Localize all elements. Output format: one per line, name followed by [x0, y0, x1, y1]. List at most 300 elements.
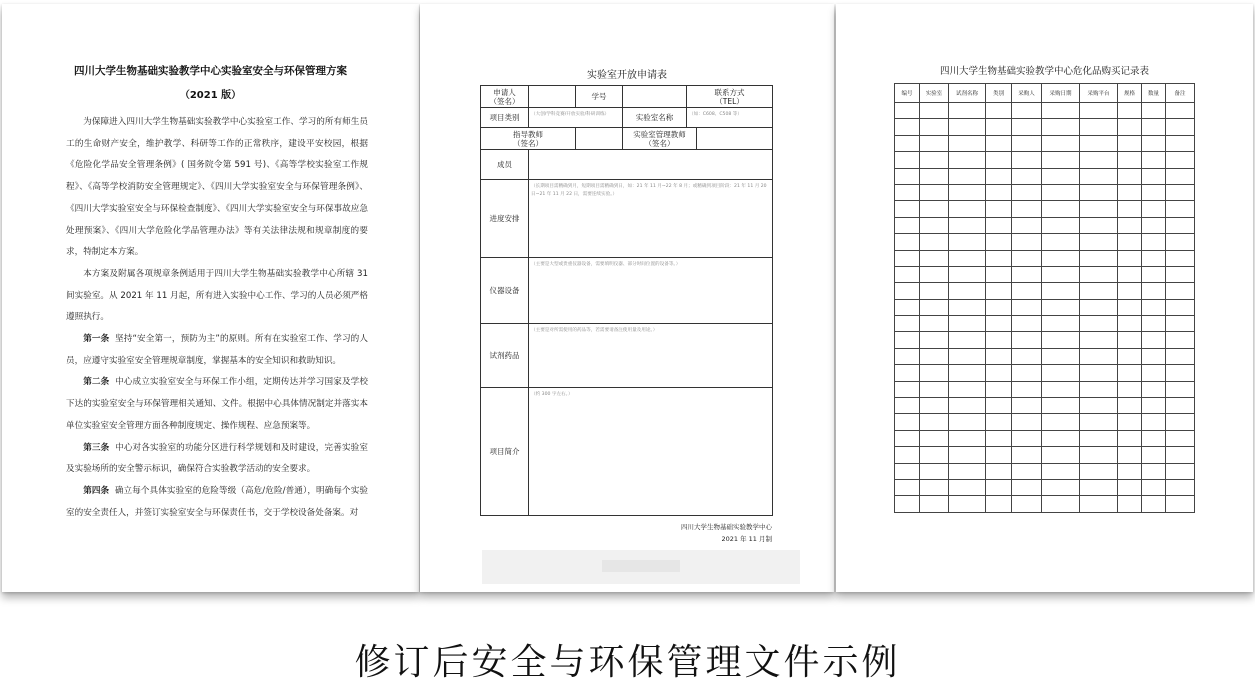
record-cell[interactable] — [1142, 381, 1166, 397]
record-cell[interactable] — [920, 103, 949, 119]
members-cell[interactable] — [529, 150, 773, 180]
record-cell[interactable] — [895, 184, 920, 200]
record-cell[interactable] — [1142, 152, 1166, 168]
record-cell[interactable] — [1080, 283, 1118, 299]
lab-name-cell[interactable]: （如：C608、C508 等） — [687, 108, 773, 128]
record-cell[interactable] — [1142, 119, 1166, 135]
header-purchase-date: 采购日期 — [1042, 84, 1080, 103]
record-cell[interactable] — [1012, 266, 1042, 282]
record-cell[interactable] — [1080, 234, 1118, 250]
form-footer-org: 四川大学生物基础实验教学中心 — [681, 523, 772, 531]
record-cell[interactable] — [1080, 103, 1118, 119]
record-cell[interactable] — [1080, 184, 1118, 200]
record-cell[interactable] — [1012, 201, 1042, 217]
record-cell[interactable] — [895, 332, 920, 348]
record-cell[interactable] — [920, 135, 949, 151]
record-cell[interactable] — [1118, 479, 1142, 495]
record-cell[interactable] — [949, 479, 986, 495]
record-cell[interactable] — [1042, 381, 1080, 397]
record-cell[interactable] — [1118, 184, 1142, 200]
record-cell[interactable] — [1142, 103, 1166, 119]
record-cell[interactable] — [1118, 365, 1142, 381]
record-cell[interactable] — [1142, 463, 1166, 479]
record-cell[interactable] — [1080, 266, 1118, 282]
record-cell[interactable] — [1042, 496, 1080, 513]
record-cell[interactable] — [1042, 479, 1080, 495]
record-cell[interactable] — [920, 201, 949, 217]
record-cell[interactable] — [1166, 447, 1195, 463]
record-row — [895, 152, 1195, 168]
record-cell[interactable] — [1142, 266, 1166, 282]
project-intro-cell[interactable]: （约 300 字左右。） — [529, 388, 773, 516]
record-cell[interactable] — [895, 250, 920, 266]
header-purchaser: 采购人 — [1012, 84, 1042, 103]
record-cell[interactable] — [949, 463, 986, 479]
record-cell[interactable] — [1042, 316, 1080, 332]
record-cell[interactable] — [1042, 266, 1080, 282]
record-row — [895, 250, 1195, 266]
record-cell[interactable] — [949, 430, 986, 446]
record-body — [895, 103, 1195, 513]
reagents-cell[interactable]: （主要是对所需使用的药品等，若需要请备注使用量及用途。） — [529, 324, 773, 388]
record-cell[interactable] — [920, 332, 949, 348]
record-cell[interactable] — [1042, 463, 1080, 479]
record-cell[interactable] — [895, 299, 920, 315]
record-cell[interactable] — [986, 348, 1012, 364]
record-cell[interactable] — [1012, 430, 1042, 446]
record-cell[interactable] — [949, 119, 986, 135]
document-title: 四川大学生物基础实验教学中心实验室安全与环保管理方案 — [74, 65, 347, 77]
record-cell[interactable] — [1166, 348, 1195, 364]
record-cell[interactable] — [1042, 184, 1080, 200]
record-cell[interactable] — [1166, 414, 1195, 430]
record-cell[interactable] — [949, 201, 986, 217]
record-cell[interactable] — [986, 316, 1012, 332]
record-cell[interactable] — [1042, 103, 1080, 119]
record-cell[interactable] — [1012, 381, 1042, 397]
record-cell[interactable] — [920, 496, 949, 513]
record-cell[interactable] — [1012, 234, 1042, 250]
record-cell[interactable] — [920, 479, 949, 495]
record-cell[interactable] — [1118, 496, 1142, 513]
advisor-signature-cell[interactable] — [576, 128, 623, 150]
record-cell[interactable] — [986, 152, 1012, 168]
record-cell[interactable] — [1142, 217, 1166, 233]
record-cell[interactable] — [1042, 234, 1080, 250]
record-cell[interactable] — [949, 103, 986, 119]
record-cell[interactable] — [1118, 332, 1142, 348]
record-cell[interactable] — [1118, 463, 1142, 479]
record-cell[interactable] — [1142, 250, 1166, 266]
record-cell[interactable] — [986, 168, 1012, 184]
record-cell[interactable] — [920, 266, 949, 282]
record-cell[interactable] — [1080, 316, 1118, 332]
record-cell[interactable] — [949, 414, 986, 430]
record-cell[interactable] — [949, 168, 986, 184]
record-cell[interactable] — [895, 479, 920, 495]
record-cell[interactable] — [1118, 119, 1142, 135]
record-cell[interactable] — [920, 250, 949, 266]
record-cell[interactable] — [986, 283, 1012, 299]
record-cell[interactable] — [986, 299, 1012, 315]
record-cell[interactable] — [1042, 250, 1080, 266]
record-cell[interactable] — [1166, 332, 1195, 348]
record-cell[interactable] — [1118, 447, 1142, 463]
record-cell[interactable] — [920, 398, 949, 414]
record-cell[interactable] — [895, 119, 920, 135]
record-cell[interactable] — [1042, 430, 1080, 446]
record-cell[interactable] — [986, 234, 1012, 250]
record-cell[interactable] — [1080, 332, 1118, 348]
record-cell[interactable] — [1080, 381, 1118, 397]
record-cell[interactable] — [1166, 430, 1195, 446]
record-cell[interactable] — [1012, 496, 1042, 513]
record-cell[interactable] — [949, 332, 986, 348]
record-cell[interactable] — [1166, 299, 1195, 315]
record-cell[interactable] — [920, 463, 949, 479]
record-cell[interactable] — [895, 463, 920, 479]
student-id-label: 学号 — [576, 86, 623, 108]
record-cell[interactable] — [1012, 447, 1042, 463]
record-cell[interactable] — [1118, 398, 1142, 414]
schedule-cell[interactable]: （长期项目需精确到月，短期项目需精确到日，如：21 年 11 月~22 年 8 月；或精确到项目阶段：21 年 11 月 20 日~21 年 11 月 22 日，需要连续实验。） — [529, 180, 773, 258]
record-cell[interactable] — [986, 332, 1012, 348]
record-cell[interactable] — [895, 217, 920, 233]
record-cell[interactable] — [1080, 496, 1118, 513]
project-type-label: 项目类别 — [481, 108, 529, 128]
record-cell[interactable] — [895, 135, 920, 151]
record-cell[interactable] — [949, 250, 986, 266]
record-cell[interactable] — [1012, 135, 1042, 151]
record-cell[interactable] — [1166, 119, 1195, 135]
record-cell[interactable] — [1042, 299, 1080, 315]
record-cell[interactable] — [986, 398, 1012, 414]
record-cell[interactable] — [1142, 332, 1166, 348]
record-cell[interactable] — [949, 348, 986, 364]
record-cell[interactable] — [1080, 299, 1118, 315]
record-cell[interactable] — [1042, 168, 1080, 184]
record-cell[interactable] — [1166, 184, 1195, 200]
record-cell[interactable] — [1012, 365, 1042, 381]
record-cell[interactable] — [986, 447, 1012, 463]
record-cell[interactable] — [1012, 348, 1042, 364]
record-cell[interactable] — [1118, 299, 1142, 315]
record-cell[interactable] — [986, 479, 1012, 495]
record-cell[interactable] — [1042, 332, 1080, 348]
record-cell[interactable] — [1042, 135, 1080, 151]
project-intro-label: 项目简介 — [481, 388, 529, 516]
record-cell[interactable] — [1142, 365, 1166, 381]
record-cell[interactable] — [1080, 119, 1118, 135]
record-cell[interactable] — [986, 250, 1012, 266]
record-cell[interactable] — [1080, 348, 1118, 364]
record-cell[interactable] — [1080, 365, 1118, 381]
record-cell[interactable] — [1166, 463, 1195, 479]
paragraph-text: 中心对各实验室的功能分区进行科学规划和及时建设，完善实验室及实验场所的安全警示标识，确保符合实验教学活动的安全要求。 — [66, 442, 368, 475]
record-cell[interactable] — [1118, 201, 1142, 217]
record-cell[interactable] — [1080, 250, 1118, 266]
record-row — [895, 234, 1195, 250]
record-cell[interactable] — [1012, 479, 1042, 495]
record-cell[interactable] — [1166, 316, 1195, 332]
record-cell[interactable] — [949, 266, 986, 282]
regulation-document-page — [2, 4, 419, 592]
record-cell[interactable] — [1042, 217, 1080, 233]
header-purchase-platform: 采购平台 — [1080, 84, 1118, 103]
record-cell[interactable] — [920, 348, 949, 364]
record-cell[interactable] — [949, 152, 986, 168]
record-cell[interactable] — [949, 447, 986, 463]
record-cell[interactable] — [949, 398, 986, 414]
record-cell[interactable] — [1042, 414, 1080, 430]
record-cell[interactable] — [1142, 299, 1166, 315]
record-cell[interactable] — [1080, 430, 1118, 446]
record-cell[interactable] — [1142, 234, 1166, 250]
record-cell[interactable] — [1080, 447, 1118, 463]
record-cell[interactable] — [920, 316, 949, 332]
record-row — [895, 299, 1195, 315]
record-cell[interactable] — [895, 381, 920, 397]
record-cell[interactable] — [1118, 283, 1142, 299]
record-cell[interactable] — [1142, 283, 1166, 299]
record-row — [895, 479, 1195, 495]
record-cell[interactable] — [1042, 283, 1080, 299]
record-row — [895, 184, 1195, 200]
record-cell[interactable] — [1142, 168, 1166, 184]
record-cell[interactable] — [949, 217, 986, 233]
record-cell[interactable] — [1042, 201, 1080, 217]
record-cell[interactable] — [986, 414, 1012, 430]
record-cell[interactable] — [920, 168, 949, 184]
record-cell[interactable] — [920, 381, 949, 397]
record-cell[interactable] — [1118, 135, 1142, 151]
record-cell[interactable] — [986, 119, 1012, 135]
record-cell[interactable] — [949, 135, 986, 151]
record-cell[interactable] — [986, 266, 1012, 282]
record-cell[interactable] — [1012, 152, 1042, 168]
record-cell[interactable] — [920, 234, 949, 250]
record-cell[interactable] — [895, 398, 920, 414]
record-cell[interactable] — [920, 283, 949, 299]
record-title: 四川大学生物基础实验教学中心危化品购买记录表 — [939, 66, 1149, 77]
record-cell[interactable] — [1080, 398, 1118, 414]
record-cell[interactable] — [1118, 234, 1142, 250]
record-cell[interactable] — [1142, 430, 1166, 446]
record-cell[interactable] — [1080, 168, 1118, 184]
record-cell[interactable] — [895, 447, 920, 463]
project-type-cell[interactable]: （大创/学科竞赛/开放实验/科研训练） — [529, 108, 623, 128]
record-cell[interactable] — [920, 184, 949, 200]
record-cell[interactable] — [1166, 234, 1195, 250]
record-cell[interactable] — [1012, 283, 1042, 299]
record-cell[interactable] — [1118, 316, 1142, 332]
record-cell[interactable] — [1166, 266, 1195, 282]
record-cell[interactable] — [986, 103, 1012, 119]
record-cell[interactable] — [986, 463, 1012, 479]
header-remarks: 备注 — [1166, 84, 1195, 103]
record-row — [895, 168, 1195, 184]
record-row — [895, 135, 1195, 151]
record-cell[interactable] — [1080, 201, 1118, 217]
record-cell[interactable] — [986, 430, 1012, 446]
document-paragraph — [66, 481, 368, 524]
record-cell[interactable] — [1142, 414, 1166, 430]
record-cell[interactable] — [1118, 217, 1142, 233]
record-cell[interactable] — [1142, 496, 1166, 513]
record-cell[interactable] — [895, 414, 920, 430]
record-cell[interactable] — [949, 316, 986, 332]
record-cell[interactable] — [986, 184, 1012, 200]
record-cell[interactable] — [895, 168, 920, 184]
record-cell[interactable] — [895, 152, 920, 168]
record-cell[interactable] — [1142, 348, 1166, 364]
record-cell[interactable] — [895, 430, 920, 446]
record-cell[interactable] — [949, 496, 986, 513]
record-row — [895, 381, 1195, 397]
record-cell[interactable] — [949, 365, 986, 381]
record-cell[interactable] — [1166, 250, 1195, 266]
record-row — [895, 119, 1195, 135]
record-cell[interactable] — [1166, 398, 1195, 414]
record-cell[interactable] — [1012, 184, 1042, 200]
record-cell[interactable] — [895, 365, 920, 381]
record-cell[interactable] — [895, 266, 920, 282]
contact-label: 联系方式 （TEL） — [687, 86, 773, 108]
record-cell[interactable] — [895, 283, 920, 299]
article-label: 第四条 — [83, 485, 110, 496]
record-cell[interactable] — [986, 496, 1012, 513]
record-cell[interactable] — [920, 152, 949, 168]
record-cell[interactable] — [1080, 479, 1118, 495]
record-cell[interactable] — [895, 234, 920, 250]
record-cell[interactable] — [895, 201, 920, 217]
record-cell[interactable] — [949, 299, 986, 315]
record-cell[interactable] — [1166, 479, 1195, 495]
record-cell[interactable] — [1142, 135, 1166, 151]
record-cell[interactable] — [1166, 365, 1195, 381]
record-row — [895, 201, 1195, 217]
record-cell[interactable] — [1042, 365, 1080, 381]
record-cell[interactable] — [1042, 398, 1080, 414]
record-cell[interactable] — [1012, 463, 1042, 479]
document-paragraph — [66, 329, 368, 372]
record-cell[interactable] — [1012, 103, 1042, 119]
record-cell[interactable] — [1166, 217, 1195, 233]
record-cell[interactable] — [920, 414, 949, 430]
record-row — [895, 217, 1195, 233]
record-row — [895, 463, 1195, 479]
record-cell[interactable] — [949, 283, 986, 299]
record-cell[interactable] — [1080, 217, 1118, 233]
record-cell[interactable] — [949, 184, 986, 200]
record-cell[interactable] — [1042, 348, 1080, 364]
record-cell[interactable] — [1080, 414, 1118, 430]
record-cell[interactable] — [1142, 479, 1166, 495]
record-cell[interactable] — [895, 316, 920, 332]
record-cell[interactable] — [1118, 152, 1142, 168]
record-cell[interactable] — [1080, 135, 1118, 151]
record-cell[interactable] — [1012, 332, 1042, 348]
form-title: 实验室开放申请表 — [587, 70, 667, 81]
record-cell[interactable] — [1042, 447, 1080, 463]
record-cell[interactable] — [895, 103, 920, 119]
record-cell[interactable] — [1142, 447, 1166, 463]
record-cell[interactable] — [1118, 168, 1142, 184]
record-cell[interactable] — [1012, 299, 1042, 315]
record-cell[interactable] — [920, 217, 949, 233]
record-cell[interactable] — [1118, 250, 1142, 266]
record-cell[interactable] — [986, 201, 1012, 217]
record-cell[interactable] — [1118, 103, 1142, 119]
equipment-cell[interactable]: （主要是大型或贵重仪器设备，需要填明仪器、部分时间位置的设备等。） — [529, 258, 773, 324]
record-cell[interactable] — [1118, 430, 1142, 446]
record-cell[interactable] — [1118, 348, 1142, 364]
record-cell[interactable] — [949, 381, 986, 397]
record-cell[interactable] — [1012, 217, 1042, 233]
record-cell[interactable] — [920, 119, 949, 135]
record-cell[interactable] — [1166, 381, 1195, 397]
record-cell[interactable] — [1142, 316, 1166, 332]
record-cell[interactable] — [1080, 463, 1118, 479]
paragraph-text: 坚持“安全第一，预防为主”的原则。所有在实验室工作、学习的人员，应遵守实验室安全管理规章制度，掌握基本的安全知识和救助知识。 — [66, 334, 368, 366]
record-cell[interactable] — [949, 234, 986, 250]
record-cell[interactable] — [1012, 316, 1042, 332]
record-cell[interactable] — [1080, 152, 1118, 168]
record-cell[interactable] — [1166, 283, 1195, 299]
student-id-cell[interactable] — [623, 86, 687, 108]
record-cell[interactable] — [1142, 398, 1166, 414]
record-cell[interactable] — [1012, 398, 1042, 414]
record-cell[interactable] — [1012, 168, 1042, 184]
record-cell[interactable] — [1166, 152, 1195, 168]
record-cell[interactable] — [986, 381, 1012, 397]
document-paragraph — [66, 438, 368, 481]
record-cell[interactable] — [1012, 414, 1042, 430]
record-cell[interactable] — [1142, 201, 1166, 217]
header-reagent-name: 试剂名称 — [949, 84, 986, 103]
members-label: 成员 — [481, 150, 529, 180]
record-row — [895, 430, 1195, 446]
record-cell[interactable] — [986, 217, 1012, 233]
lab-manager-label: 实验室管理教师 （签名） — [623, 128, 697, 150]
record-cell[interactable] — [1166, 496, 1195, 513]
record-cell[interactable] — [1042, 119, 1080, 135]
record-cell[interactable] — [986, 365, 1012, 381]
record-cell[interactable] — [1142, 184, 1166, 200]
record-cell[interactable] — [1042, 152, 1080, 168]
record-cell[interactable] — [1166, 168, 1195, 184]
record-cell[interactable] — [1118, 381, 1142, 397]
record-row — [895, 398, 1195, 414]
record-cell[interactable] — [1012, 250, 1042, 266]
record-cell[interactable] — [920, 299, 949, 315]
record-cell[interactable] — [1166, 201, 1195, 217]
record-cell[interactable] — [1166, 103, 1195, 119]
record-cell[interactable] — [920, 447, 949, 463]
record-cell[interactable] — [1012, 119, 1042, 135]
header-quantity: 数量 — [1142, 84, 1166, 103]
applicant-signature-cell[interactable] — [529, 86, 576, 108]
record-cell[interactable] — [1118, 414, 1142, 430]
record-cell[interactable] — [920, 430, 949, 446]
record-cell[interactable] — [1166, 135, 1195, 151]
record-cell[interactable] — [895, 496, 920, 513]
record-cell[interactable] — [1118, 266, 1142, 282]
record-cell[interactable] — [895, 348, 920, 364]
lab-manager-signature-cell[interactable] — [697, 128, 773, 150]
record-cell[interactable] — [920, 365, 949, 381]
record-cell[interactable] — [986, 135, 1012, 151]
